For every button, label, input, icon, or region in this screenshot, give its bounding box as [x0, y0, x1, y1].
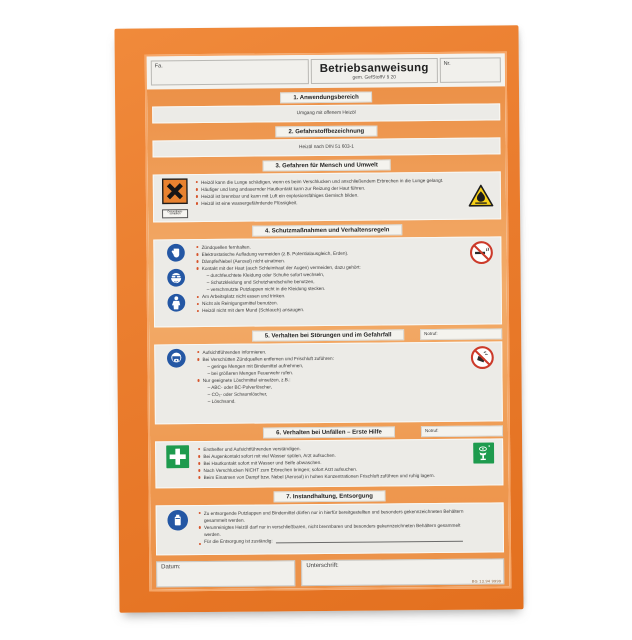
orange-band [147, 86, 509, 589]
emergency-subitem: – CO₂- oder Schaumlöscher, [207, 391, 268, 398]
bullet-icon [197, 296, 199, 298]
emergency-subitem: – geringe Mengen mit Bindemittel aufnehmen, [207, 363, 304, 370]
section-2-title: 2. Gefahrstoffbezeichnung [275, 125, 377, 137]
protection-subitem: – verschmutzte Putzlappen nicht in die Kleidung stecken. [206, 286, 326, 293]
signature-row [156, 558, 504, 587]
section-4-right-icons [466, 240, 497, 320]
frame-window [145, 51, 512, 591]
bullet-icon [196, 195, 198, 197]
emergency-subitem: – bei größeren Mengen Feuerwehr rufen. [207, 370, 294, 377]
fill-in-line [276, 541, 463, 544]
section-7-content [156, 502, 504, 555]
emergency-number-box [420, 328, 502, 340]
first-aid-item: Ersthelfer und Aufsichtführenden verständigen. [203, 446, 301, 453]
emergency-subitem: – ABC- oder BC-Pulverlöscher, [207, 384, 272, 391]
protection-item: Heizöl nicht mit dem Mund (Schlauch) ansaugen. [202, 307, 305, 314]
bullet-icon [196, 253, 198, 255]
section-7-title: 7. Instandhaltung, Entsorgung [273, 490, 386, 502]
section-3-header-row [148, 158, 506, 172]
section-5-right-icons [467, 345, 498, 417]
section-3-text [192, 176, 466, 218]
section-4-content [153, 236, 502, 327]
flammable-warning-icon [468, 183, 494, 207]
hazard-item: Häufiger und lang andauernder Hautkontakt kann zur Reizung der Haut führen. [201, 185, 366, 193]
section-1-content [152, 103, 500, 123]
waste-container-icon [167, 509, 189, 531]
notruf-label: Notruf: [424, 330, 438, 337]
bullet-icon [198, 455, 200, 457]
bullet-icon [198, 380, 200, 382]
hazard-item: Heizöl kann die Lunge schädigen, wenn es beim Verschlucken und anschließendem Erbrechen in die Lunge gelangt. [200, 177, 444, 186]
hazard-item: Heizöl ist brennbar und kann mit Luft ein explosionsfähiges Gemisch bilden. [201, 192, 359, 200]
notruf-label: Notruf: [424, 427, 439, 434]
section-5-title: 5. Verhalten bei Störungen und im Gefahrfall [252, 329, 405, 341]
bullet-icon [197, 303, 199, 305]
section-1-title: 1. Anwendungsbereich [280, 92, 372, 104]
bullet-icon [198, 462, 200, 464]
first-aid-item: Bei Augenkontakt sofort mit viel Wasser spülen, Arzt aufsuchen. [203, 452, 336, 460]
section-6-title: 6. Verhalten bei Unfällen – Erste Hilfe [263, 426, 395, 438]
protection-item: Nicht als Reinigungsmittel benutzen. [202, 300, 278, 307]
section-3-icon-column [158, 178, 192, 218]
face-protection-icon [166, 268, 185, 287]
company-field [151, 59, 309, 85]
date-label: Datum: [161, 564, 181, 571]
emergency-item: Aufsichtführenden informieren. [202, 349, 267, 356]
section-6-right-icons [468, 442, 498, 481]
form-code: BG 13.94 9999 [471, 579, 502, 584]
section-5-header-row [149, 328, 507, 342]
bullet-icon [197, 351, 199, 353]
protective-gloves-icon [166, 243, 185, 262]
bullet-icon [196, 202, 198, 204]
section-6-header-row [150, 425, 508, 439]
disposal-responsible-label: Für die Entsorgung ist zuständig: [204, 538, 273, 545]
section-7-right-spacer [469, 506, 499, 548]
bullet-icon [199, 526, 201, 528]
harmful-xn-icon [162, 178, 188, 204]
duraframe-orange-frame [114, 25, 523, 613]
section-5-icon-column [159, 348, 194, 420]
section-4-header-row [148, 223, 506, 237]
section-5-content [154, 341, 503, 424]
document-header [147, 53, 505, 87]
bullet-icon [199, 543, 201, 545]
no-smoking-icon [469, 240, 493, 264]
bullet-icon [198, 469, 200, 471]
number-field [440, 57, 501, 83]
bullet-icon [197, 310, 199, 312]
first-aid-item: Beim Einatmen von Dampf bzw. Nebel (Aerosol) in hohen Konzentrationen Frischluft zuführen und ruhig lagern. [203, 473, 435, 481]
section-1-header-row [147, 90, 505, 104]
anwendungsbereich-text: Umgang mit offenem Heizöl [296, 110, 356, 117]
respirator-icon [166, 348, 186, 368]
bullet-icon [199, 512, 201, 514]
section-2-header-row [147, 124, 505, 138]
section-6-icon-column [160, 445, 194, 484]
protection-item: Zündquellen fernhalten. [201, 244, 251, 251]
first-aid-cross-icon [166, 445, 189, 468]
hazard-item: Heizöl ist eine wassergefährdende Flüssigkeit. [201, 200, 298, 207]
section-3-title: 3. Gefahren für Mensch und Umwelt [262, 159, 390, 171]
no-extinguishing-with-water-icon [470, 345, 494, 369]
section-6-text [194, 443, 468, 484]
disposal-item: Verunreinigtes Heizöl darf nur in verschließbaren, nicht brennbaren und besonders gekennzeichneten Behältern gesammelt werden. [203, 522, 461, 538]
protection-item: Am Arbeitsplatz nicht essen und trinken. [201, 293, 286, 300]
emergency-subitem: – Löschsand. [207, 399, 236, 405]
section-3-right-icons [466, 175, 496, 215]
bullet-icon [196, 246, 198, 248]
document-title: Betriebsanweisung [319, 62, 429, 75]
bullet-icon [196, 181, 198, 183]
section-7-icon-column [161, 509, 195, 551]
first-aid-item: Nach Verschlucken NICHT zum Erbrechen bringen; sofort Arzt aufsuchen. [203, 466, 358, 474]
bullet-icon [197, 358, 199, 360]
company-label: Fa. [154, 63, 163, 70]
title-box [311, 58, 438, 84]
signature-label: Unterschrift: [306, 562, 339, 570]
protection-item: Kontakt mit der Haut (auch Schleimhaut der Augen) vermeiden, dazu gehört: [201, 264, 361, 272]
gefahrstoff-text: Heizöl nach DIN 51 603-1 [299, 144, 354, 151]
bullet-icon [196, 260, 198, 262]
section-3-content [153, 171, 501, 222]
protective-clothing-icon [166, 293, 185, 312]
bullet-icon [197, 267, 199, 269]
emergency-item: Bei Verschütten Zündquellen entfernen und Frischluft zuführen: [202, 355, 334, 363]
protection-subitem: – Schutzkleidung und Schutzhandschuhe benutzen, [206, 279, 315, 286]
date-field [156, 560, 295, 587]
betriebsanweisung-document [147, 53, 510, 589]
bullet-icon [198, 448, 200, 450]
eye-wash-station-icon [473, 442, 494, 463]
protection-item: Dämpfe/Nebel (Aerosol) nicht einatmen. [201, 258, 286, 265]
bullet-icon [198, 477, 200, 479]
number-label: Nr. [443, 60, 451, 67]
bullet-icon [196, 188, 198, 190]
protection-item: Elektrostatische Aufladung vermeiden (z.B. Potentialausgleich, Erden). [201, 250, 349, 258]
section-7-header-row [151, 489, 509, 503]
section-4-icon-column [158, 243, 193, 323]
harmful-icon-label: Gesundheits- schädlich [162, 209, 188, 218]
section-2-content [152, 137, 500, 157]
emergency-item: Nur geeignete Löschmittel einsetzen, z.B.: [202, 377, 291, 384]
first-aid-item: Bei Hautkontakt sofort mit Wasser und Seife abwaschen. [203, 460, 322, 467]
protection-subitem: – durchfeuchtete Kleidung oder Schuhe sofort wechseln, [206, 272, 325, 279]
section-4-title: 4. Schutzmaßnahmen und Verhaltensregeln [252, 224, 402, 236]
section-4-text [192, 241, 467, 323]
emergency-number-box-2 [421, 425, 503, 437]
section-6-content [155, 438, 503, 488]
document-subtitle: gem. GefStoffV § 20 [352, 75, 396, 81]
section-7-text [195, 507, 469, 551]
disposal-item: Zu entsorgende Putzlappen und Bindemittel dürfen nur in hierfür bereitgestellten und besonders gekennzeichneten Behältern gesammelt werden. [203, 508, 464, 524]
section-5-text [193, 346, 468, 420]
